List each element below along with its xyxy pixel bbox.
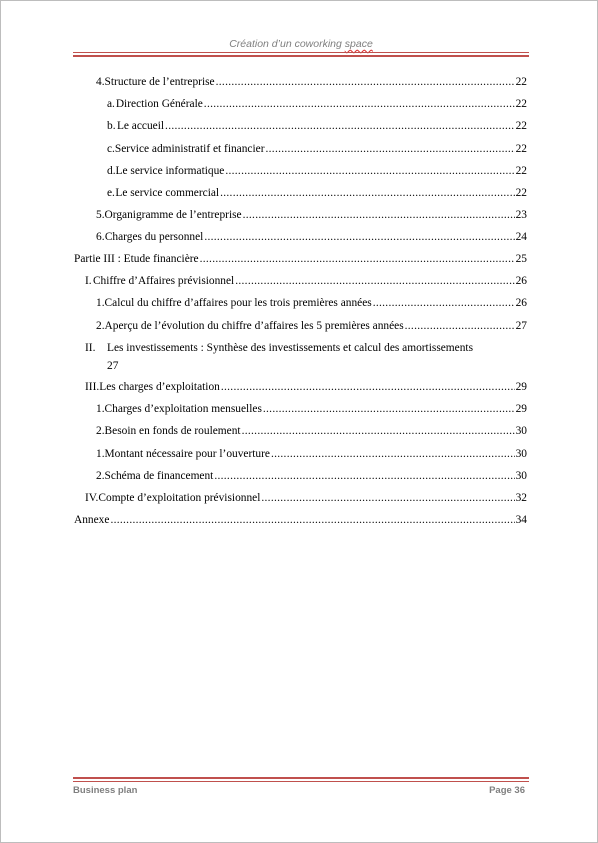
toc-entry-page: 23 — [515, 209, 527, 221]
toc-entry-number: 1. — [96, 297, 105, 309]
header-title-spellcheck-word: space — [344, 38, 373, 50]
toc-entry-number: d. — [107, 165, 116, 177]
toc-leader-dots — [200, 252, 515, 266]
toc-entry[interactable] — [107, 186, 527, 200]
toc-leader-dots — [266, 142, 515, 156]
toc-entry-number: 4. — [96, 76, 105, 88]
toc-entry-label: Calcul du chiffre d’affaires pour les trois premières années — [104, 297, 372, 309]
footer-page-number: Page 36 — [489, 785, 525, 796]
toc-entry[interactable] — [96, 402, 527, 416]
toc-entry[interactable] — [96, 319, 527, 333]
toc-entry-number: 2. — [96, 425, 105, 437]
toc-entry-page: 29 — [515, 403, 527, 415]
toc-entry-number: a. — [107, 98, 115, 110]
toc-entry[interactable] — [96, 424, 527, 438]
toc-entry-page: 22 — [515, 143, 527, 155]
toc-leader-dots — [225, 164, 514, 178]
toc-entry-label: Chiffre d’Affaires prévisionnel — [92, 275, 235, 287]
toc-entry-page: 22 — [515, 98, 527, 110]
toc-entry-number: II. — [85, 342, 96, 354]
toc-leader-dots — [235, 274, 514, 288]
toc-leader-dots — [263, 402, 515, 416]
toc-leader-dots — [373, 296, 515, 310]
toc-entry[interactable] — [85, 491, 527, 505]
toc-entry-number: 5. — [96, 209, 105, 221]
toc-entry-number: 2. — [96, 320, 105, 332]
toc-leader-dots — [261, 491, 514, 505]
toc-entry[interactable] — [85, 274, 527, 288]
page-header-title — [73, 38, 529, 50]
toc-entry-page: 27 — [107, 360, 119, 372]
toc-entry-label: Organigramme de l’entreprise — [104, 209, 242, 221]
toc-entry-label: Partie III : Etude financière — [74, 253, 199, 265]
toc-entry-number: III. — [85, 381, 100, 393]
toc-entry[interactable] — [96, 75, 527, 89]
toc-entry-number: b. — [107, 120, 116, 132]
toc-entry-page: 29 — [515, 381, 527, 393]
toc-entry-label: Le accueil — [116, 120, 165, 132]
toc-entry[interactable] — [107, 97, 527, 111]
toc-entry-label: Montant nécessaire pour l’ouverture — [104, 448, 270, 460]
toc-entry-page: 24 — [515, 231, 527, 243]
toc-leader-dots — [220, 186, 515, 200]
toc-entry-number: 6. — [96, 231, 105, 243]
toc-entry-number: 2. — [96, 470, 105, 482]
toc-entry[interactable] — [107, 164, 527, 178]
toc-entry-number: IV. — [85, 492, 99, 504]
toc-entry-page: 22 — [515, 120, 527, 132]
footer-rule-thin — [73, 781, 529, 782]
toc-entry-number: I. — [85, 275, 92, 287]
toc-entry-label: Charges d’exploitation mensuelles — [104, 403, 262, 415]
header-title-text: Création d’un coworking — [229, 38, 345, 50]
toc-leader-dots — [242, 424, 515, 438]
toc-entry-page: 25 — [515, 253, 527, 265]
toc-entry-number: 1. — [96, 403, 105, 415]
toc-entry-label: Besoin en fonds de roulement — [104, 425, 241, 437]
toc-entry-page: 22 — [515, 165, 527, 177]
toc-entry-page: 22 — [515, 76, 527, 88]
toc-entry-label: Le service commercial — [115, 187, 220, 199]
toc-leader-dots — [204, 97, 515, 111]
toc-entry-number: 1. — [96, 448, 105, 460]
toc-entry-label: Les charges d’exploitation — [99, 381, 220, 393]
toc-entry-label: Annexe — [74, 514, 110, 526]
toc-leader-dots — [204, 230, 514, 244]
toc-entry-page: 26 — [515, 297, 527, 309]
toc-entry-page: 27 — [515, 320, 527, 332]
toc-entry[interactable] — [74, 513, 527, 527]
toc-entry-page: 30 — [515, 470, 527, 482]
toc-leader-dots — [216, 75, 515, 89]
footer-rule-thick — [73, 777, 529, 779]
toc-entry-label: Compte d’exploitation prévisionnel — [98, 492, 261, 504]
toc-leader-dots — [165, 119, 515, 133]
toc-entry[interactable] — [107, 142, 527, 156]
toc-leader-dots — [214, 469, 514, 483]
toc-entry[interactable] — [96, 296, 527, 310]
toc-entry-page: 22 — [515, 187, 527, 199]
toc-entry[interactable] — [96, 230, 527, 244]
toc-entry-label: Structure de l’entreprise — [104, 76, 215, 88]
toc-entry[interactable] — [96, 469, 527, 483]
toc-leader-dots — [243, 208, 515, 222]
toc-entry-label: Service administratif et financier — [114, 143, 265, 155]
toc-leader-dots — [221, 380, 515, 394]
toc-entry-number: c. — [107, 143, 115, 155]
toc-entry[interactable] — [74, 252, 527, 266]
toc-entry-page: 30 — [515, 448, 527, 460]
toc-entry-label: Aperçu de l’évolution du chiffre d’affaires les 5 premières années — [104, 320, 404, 332]
toc-entry-wrapped-page — [107, 357, 118, 375]
toc-entry-page: 30 — [515, 425, 527, 437]
toc-entry-page: 26 — [515, 275, 527, 287]
header-rule-thick — [73, 55, 529, 57]
toc-entry[interactable] — [85, 380, 527, 394]
toc-entry-number: e. — [107, 187, 115, 199]
header-rule-thin — [73, 52, 529, 53]
footer-document-name: Business plan — [73, 785, 138, 796]
toc-leader-dots — [271, 447, 515, 461]
toc-entry-page: 32 — [515, 492, 527, 504]
toc-entry-label: Direction Générale — [115, 98, 203, 110]
toc-entry[interactable] — [96, 208, 527, 222]
toc-leader-dots — [405, 319, 515, 333]
toc-entry-wrapped[interactable] — [85, 339, 473, 357]
toc-entry[interactable] — [107, 119, 527, 133]
toc-entry-label: Le service informatique — [115, 165, 225, 177]
toc-entry-page: 34 — [515, 514, 527, 526]
toc-leader-dots — [110, 513, 514, 527]
toc-entry[interactable] — [96, 447, 527, 461]
toc-entry-label: Les investissements : Synthèse des investissements et calcul des amortissements — [107, 342, 474, 354]
toc-entry-label: Charges du personnel — [104, 231, 204, 243]
toc-entry-label: Schéma de financement — [104, 470, 214, 482]
